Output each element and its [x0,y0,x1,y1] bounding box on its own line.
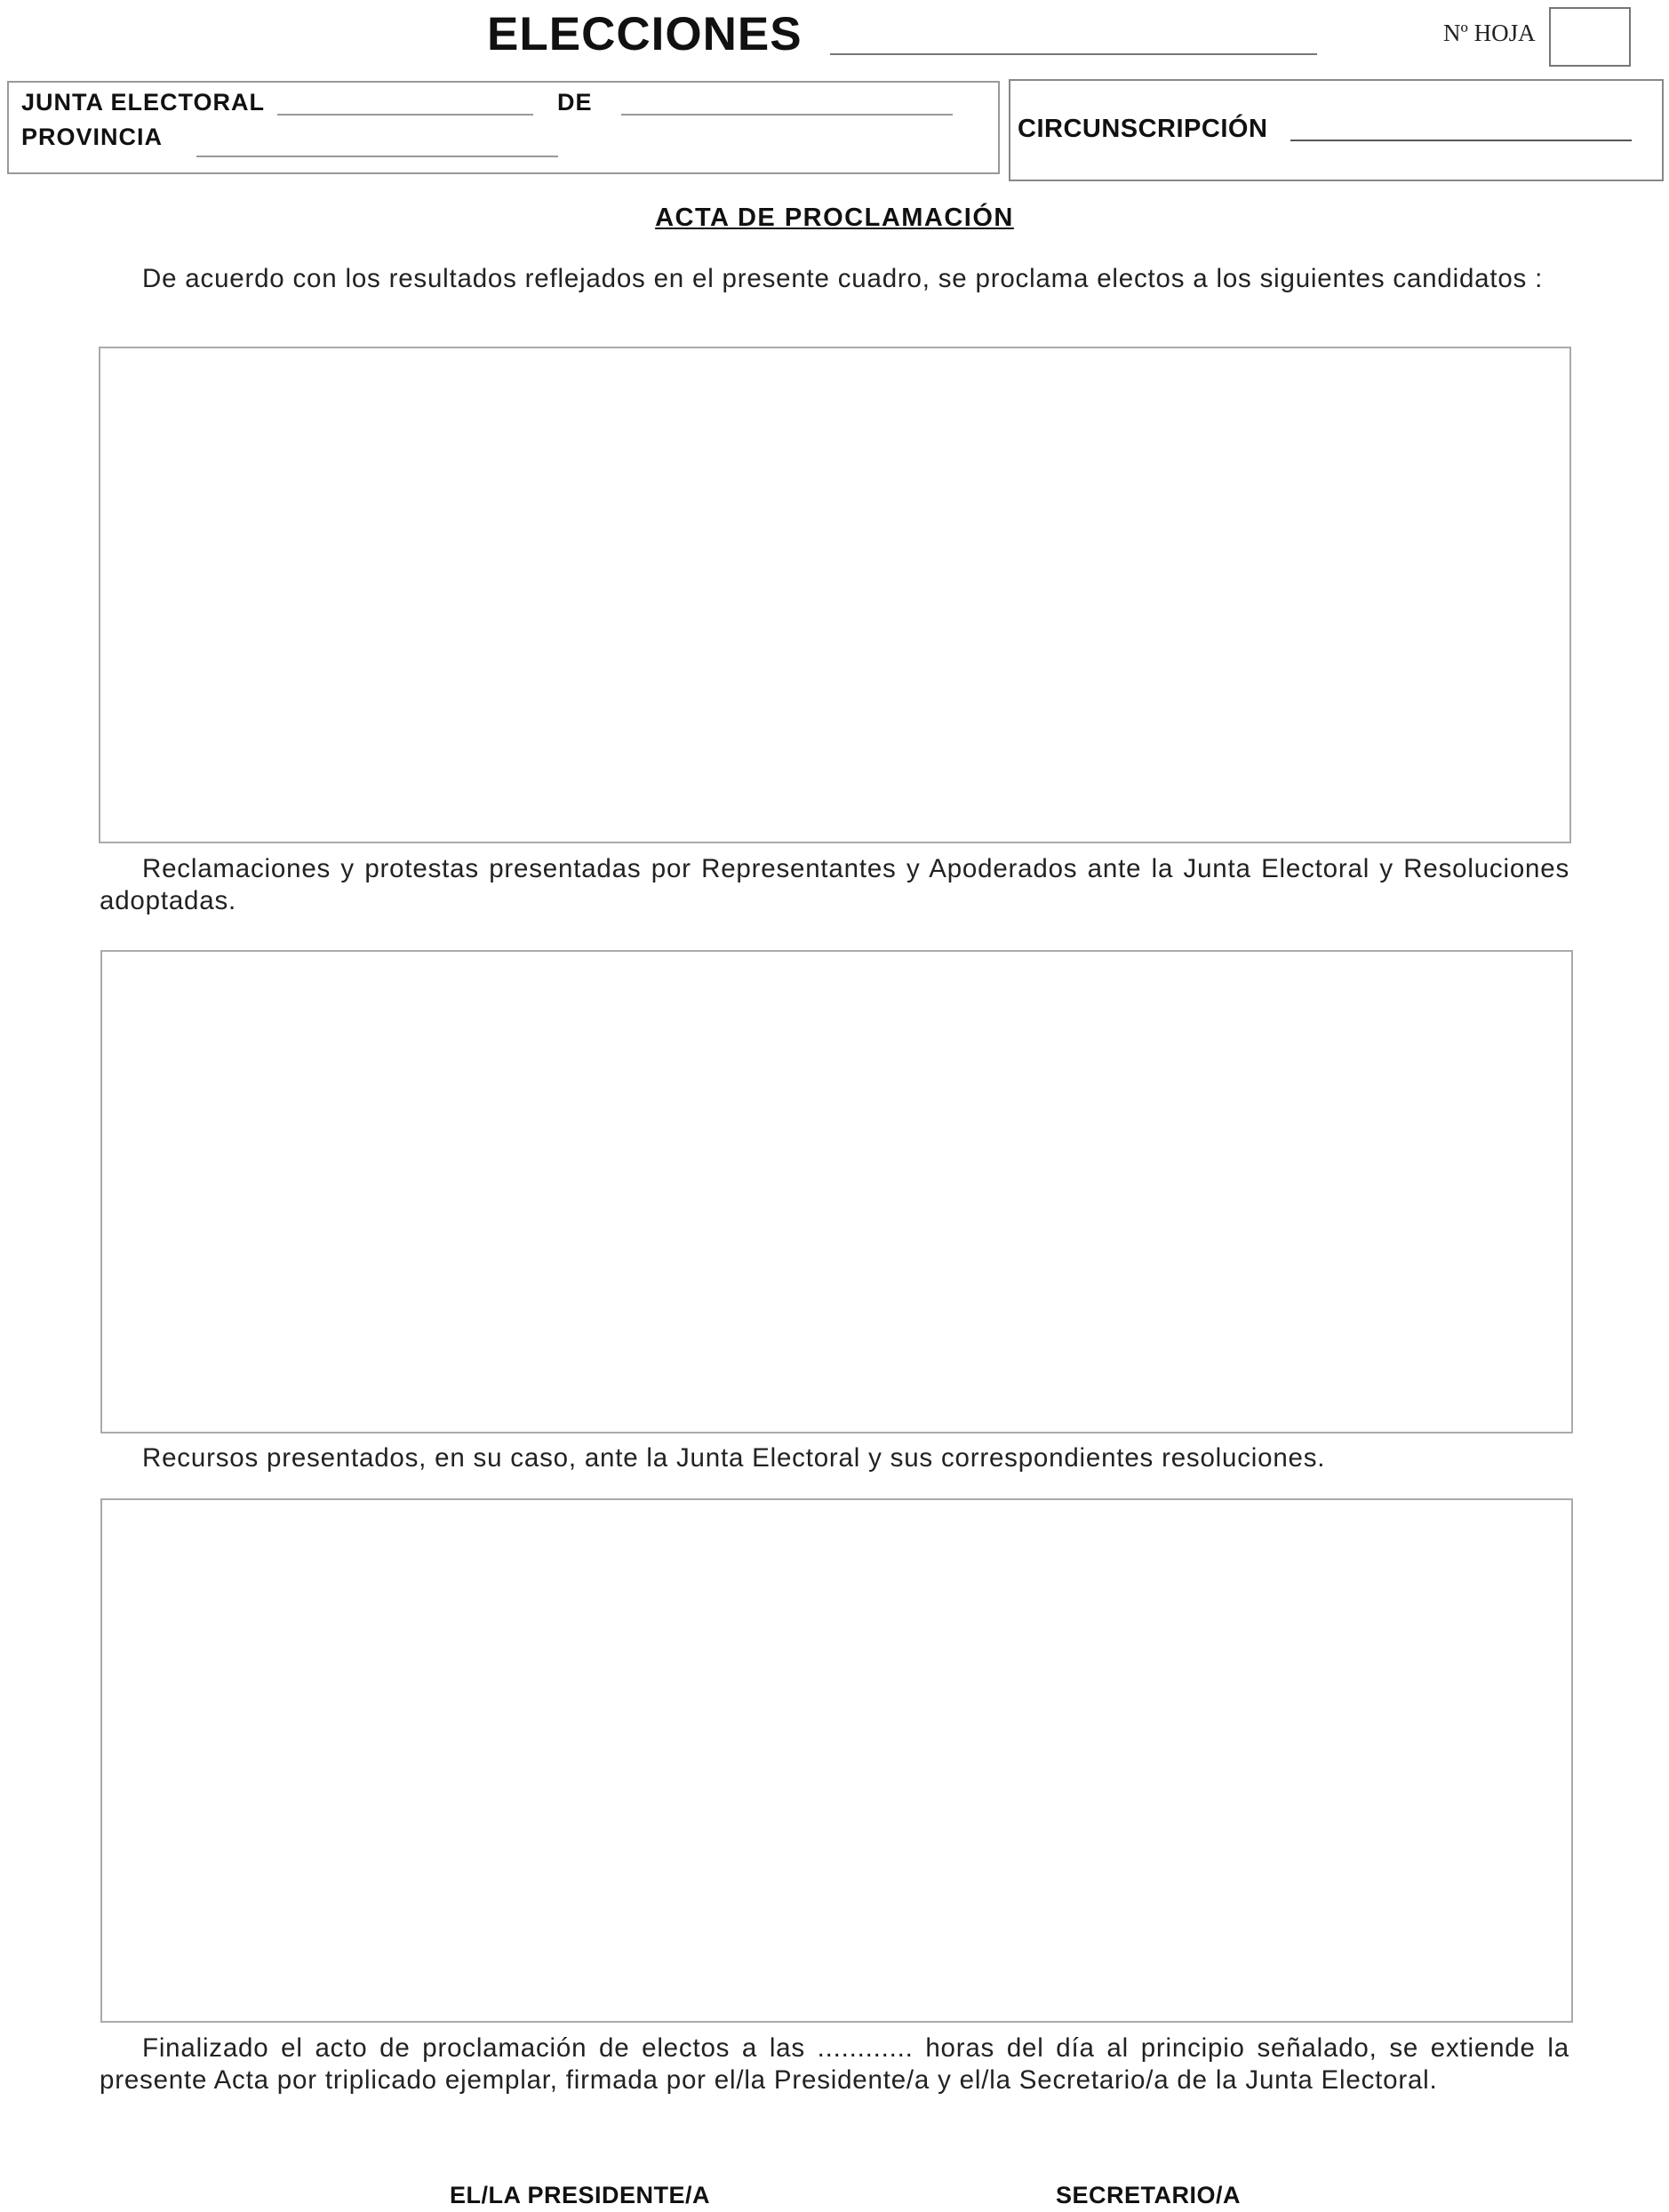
page-title: ELECCIONES [487,8,803,60]
elected-candidates-box[interactable] [99,347,1571,843]
appeals-paragraph-text: Recursos presentados, en su caso, ante la Junta Electoral y sus correspondientes resoluciones. [142,1443,1326,1473]
sheet-number-field[interactable] [1549,7,1631,67]
elected-paragraph [100,263,1569,295]
claims-paragraph-text: Reclamaciones y protestas presentadas por Representantes y Apoderados ante la Junta Electoral y Resoluciones adoptadas. [100,854,1569,915]
junta-electoral-field[interactable] [277,114,533,116]
appeals-paragraph [100,1442,1569,1474]
de-label: DE [557,89,593,116]
circunscripcion-label: CIRCUNSCRIPCIÓN [1018,115,1268,143]
junta-electoral-label: JUNTA ELECTORAL [21,89,266,116]
closing-paragraph [100,2032,1569,2096]
closing-paragraph-text: Finalizado el acto de proclamación de electos a las ............ horas del día al principio señalado, se extiende la presente Acta por triplicado ejemplar, firmada por el/la Presidente/a y el/la Secretario/a de la Junta Electoral. [100,2033,1569,2095]
provincia-label: PROVINCIA [21,124,164,150]
document-heading: ACTA DE PROCLAMACIÓN [655,204,1014,232]
de-field[interactable] [621,114,953,116]
sheet-number-label: Nº HOJA [1443,20,1536,46]
circunscripcion-field[interactable] [1290,140,1632,141]
appeals-box[interactable] [100,1498,1573,2023]
elected-paragraph-text: De acuerdo con los resultados reflejados en el presente cuadro, se proclama electos a los siguientes candidatos : [142,264,1544,293]
claims-paragraph [100,853,1569,917]
president-signature-label: EL/LA PRESIDENTE/A [450,2182,711,2208]
secretary-signature-label: SECRETARIO/A [1056,2182,1242,2208]
provincia-field[interactable] [196,156,558,157]
elections-name-field[interactable] [830,53,1317,55]
claims-box[interactable] [100,950,1573,1433]
